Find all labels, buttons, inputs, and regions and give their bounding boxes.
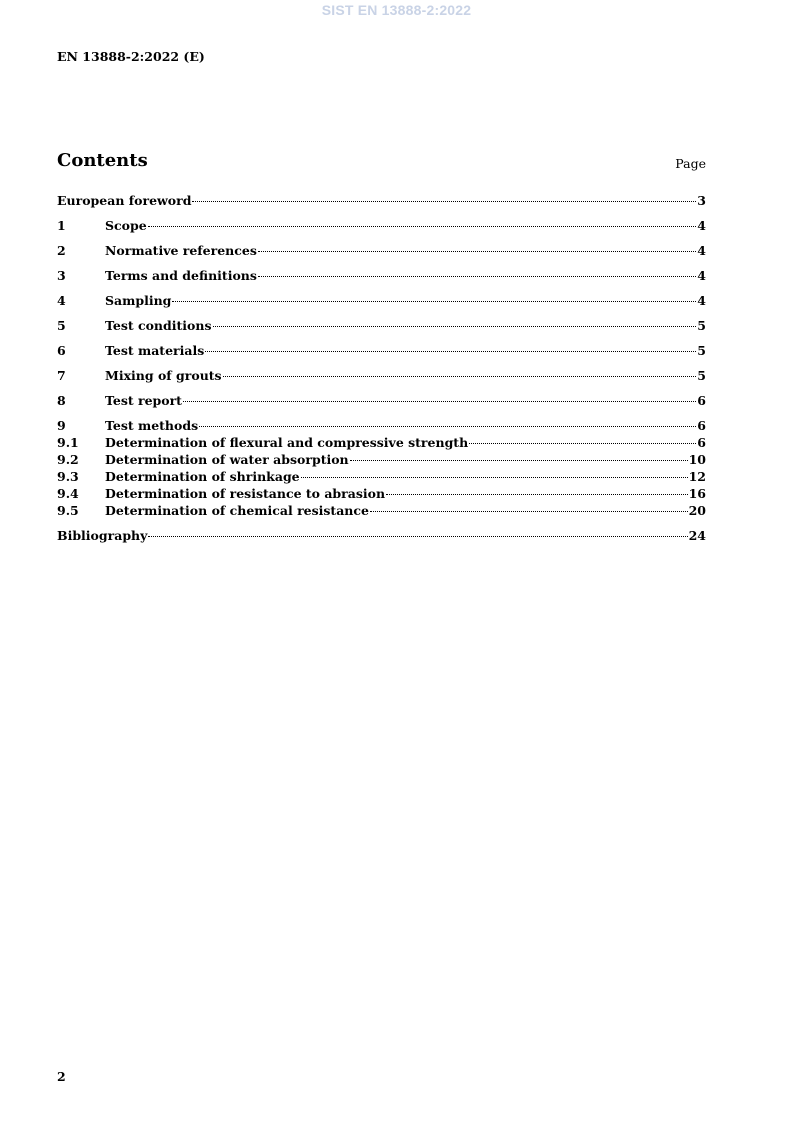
toc-entry-number: 7	[57, 368, 66, 383]
toc-entry-title[interactable]: Terms and definitions	[105, 268, 257, 283]
toc-entry-page: 5	[697, 318, 706, 333]
toc-entry-page: 4	[697, 293, 706, 308]
toc-entry-terms-definitions[interactable]	[57, 267, 706, 284]
dot-leader	[469, 442, 696, 444]
toc-entry-title[interactable]: Mixing of grouts	[105, 368, 222, 383]
toc-entry-title[interactable]: Determination of water absorption	[105, 452, 349, 467]
toc-entry-flexural-compressive-strength[interactable]	[57, 434, 706, 451]
toc-entry-number: 8	[57, 393, 66, 408]
toc-entry-number: 9.5	[57, 503, 79, 518]
toc-entry-title[interactable]: Test conditions	[105, 318, 212, 333]
dot-leader	[148, 535, 687, 537]
dot-leader	[350, 459, 688, 461]
toc-entry-page: 6	[697, 393, 706, 408]
toc-entry-number: 9.1	[57, 435, 79, 450]
toc-entry-title[interactable]: Determination of flexural and compressive strength	[105, 435, 469, 450]
toc-entry-number: 6	[57, 343, 66, 358]
toc-entry-number: 9.3	[57, 469, 79, 484]
toc-entry-title[interactable]: Determination of resistance to abrasion	[105, 486, 386, 501]
toc-entry-page: 12	[688, 469, 706, 484]
toc-entry-page: 4	[697, 218, 706, 233]
page-column-label: Page	[675, 156, 706, 171]
dot-leader	[192, 200, 696, 202]
toc-entry-resistance-to-abrasion[interactable]	[57, 485, 706, 502]
toc-entry-test-report[interactable]	[57, 392, 706, 409]
toc-entry-foreword[interactable]	[57, 192, 706, 209]
toc-entry-title[interactable]: Bibliography	[57, 528, 148, 543]
table-of-contents	[57, 192, 706, 544]
toc-entry-page: 3	[697, 193, 706, 208]
dot-leader	[183, 400, 696, 402]
toc-entry-bibliography[interactable]	[57, 527, 706, 544]
toc-entry-number: 9.2	[57, 452, 79, 467]
toc-entry-page: 4	[697, 243, 706, 258]
toc-entry-number: 1	[57, 218, 66, 233]
dot-leader	[199, 425, 696, 427]
toc-entry-title[interactable]: European foreword	[57, 193, 192, 208]
toc-entry-test-conditions[interactable]	[57, 317, 706, 334]
toc-entry-page: 5	[697, 343, 706, 358]
toc-entry-number: 5	[57, 318, 66, 333]
toc-entry-scope[interactable]	[57, 217, 706, 234]
toc-entry-page: 20	[688, 503, 706, 518]
toc-entry-title[interactable]: Scope	[105, 218, 147, 233]
toc-entry-number: 3	[57, 268, 66, 283]
dot-leader	[205, 350, 696, 352]
toc-entry-page: 16	[688, 486, 706, 501]
toc-entry-mixing-of-grouts[interactable]	[57, 367, 706, 384]
toc-entry-title[interactable]: Normative references	[105, 243, 257, 258]
toc-entry-number: 9.4	[57, 486, 79, 501]
toc-entry-page: 5	[697, 368, 706, 383]
contents-title: Contents	[57, 150, 148, 171]
toc-entry-page: 4	[697, 268, 706, 283]
dot-leader	[258, 275, 696, 277]
dot-leader	[172, 300, 696, 302]
toc-entry-title[interactable]: Determination of shrinkage	[105, 469, 300, 484]
watermark: SIST EN 13888-2:2022	[321, 2, 472, 18]
dot-leader	[148, 225, 697, 227]
toc-entry-title[interactable]: Test report	[105, 393, 182, 408]
toc-entry-title[interactable]: Test materials	[105, 343, 205, 358]
toc-entry-title[interactable]: Determination of chemical resistance	[105, 503, 369, 518]
toc-entry-number: 9	[57, 418, 66, 433]
document-id: EN 13888-2:2022 (E)	[57, 49, 205, 64]
dot-leader	[213, 325, 697, 327]
toc-entry-water-absorption[interactable]	[57, 451, 706, 468]
dot-leader	[386, 493, 688, 495]
dot-leader	[301, 476, 688, 478]
toc-entry-title[interactable]: Sampling	[105, 293, 172, 308]
toc-entry-page: 6	[697, 418, 706, 433]
toc-entry-shrinkage[interactable]	[57, 468, 706, 485]
dot-leader	[223, 375, 697, 377]
toc-entry-page: 6	[697, 435, 706, 450]
page-number: 2	[57, 1069, 66, 1084]
toc-entry-sampling[interactable]	[57, 292, 706, 309]
toc-entry-normative-references[interactable]	[57, 242, 706, 259]
toc-entry-title[interactable]: Test methods	[105, 418, 199, 433]
toc-entry-page: 24	[688, 528, 706, 543]
toc-entry-page: 10	[688, 452, 706, 467]
toc-entry-number: 2	[57, 243, 66, 258]
toc-entry-test-methods[interactable]	[57, 417, 706, 434]
dot-leader	[370, 510, 688, 512]
dot-leader	[258, 250, 696, 252]
toc-entry-test-materials[interactable]	[57, 342, 706, 359]
toc-entry-number: 4	[57, 293, 66, 308]
toc-entry-chemical-resistance[interactable]	[57, 502, 706, 519]
